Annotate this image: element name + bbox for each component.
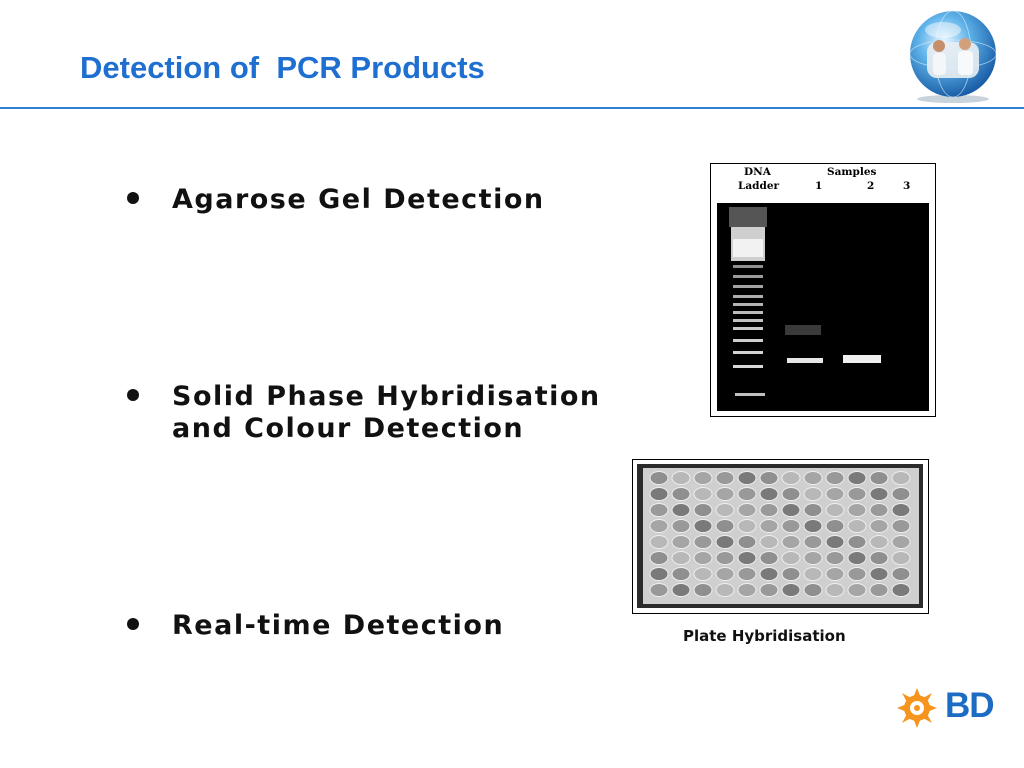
plate-well — [760, 504, 778, 517]
plate-well — [782, 520, 800, 533]
plate-well — [826, 472, 844, 485]
plate-well — [870, 584, 888, 597]
plate-well — [650, 472, 668, 485]
plate-well — [672, 536, 690, 549]
plate-well — [826, 504, 844, 517]
plate-well — [738, 520, 756, 533]
plate-well — [650, 584, 668, 597]
plate-well — [738, 568, 756, 581]
bullet-text-line1: Solid Phase Hybridisation — [172, 381, 601, 412]
globe-photo-icon — [905, 8, 1001, 104]
plate-well — [848, 584, 866, 597]
plate-well — [650, 536, 668, 549]
plate-well — [716, 504, 734, 517]
plate-well — [804, 472, 822, 485]
plate-well — [782, 584, 800, 597]
plate-well — [826, 568, 844, 581]
plate-well — [804, 504, 822, 517]
plate-well — [760, 488, 778, 501]
plate-well — [694, 552, 712, 565]
plate-well — [694, 520, 712, 533]
plate-well — [650, 552, 668, 565]
plate-well — [782, 488, 800, 501]
bd-logo-text: BD — [945, 686, 994, 725]
plate-well — [760, 552, 778, 565]
bullet-text: Agarose Gel Detection — [172, 184, 545, 215]
plate-caption: Plate Hybridisation — [683, 627, 846, 645]
plate-well — [870, 552, 888, 565]
plate-well — [870, 520, 888, 533]
lane-label-3: 3 — [903, 180, 911, 192]
plate-well — [694, 568, 712, 581]
plate-well — [672, 568, 690, 581]
plate-well — [870, 488, 888, 501]
plate-well — [848, 504, 866, 517]
plate-well — [804, 520, 822, 533]
plate-well — [782, 536, 800, 549]
plate-well — [738, 536, 756, 549]
plate-well — [848, 536, 866, 549]
plate-well — [870, 568, 888, 581]
samples-label: Samples — [827, 166, 877, 178]
plate-well — [716, 472, 734, 485]
plate-well — [760, 568, 778, 581]
plate-well — [672, 488, 690, 501]
plate-well — [870, 536, 888, 549]
plate-well — [694, 472, 712, 485]
bullet-text: Real-time Detection — [172, 610, 505, 641]
bullet-dot — [127, 618, 139, 630]
plate-well — [694, 504, 712, 517]
plate-well — [892, 568, 910, 581]
plate-well — [782, 568, 800, 581]
title-divider — [0, 107, 1024, 109]
plate-well — [716, 488, 734, 501]
plate-well — [760, 584, 778, 597]
plate-well — [804, 568, 822, 581]
plate-well — [716, 520, 734, 533]
plate-well — [672, 584, 690, 597]
bd-starburst-icon — [897, 688, 937, 728]
plate-well — [804, 584, 822, 597]
plate-well — [826, 520, 844, 533]
plate-well — [782, 472, 800, 485]
gel-header — [711, 164, 935, 200]
plate-well — [892, 536, 910, 549]
ladder-label-line1: DNA — [744, 166, 771, 178]
plate-well — [738, 552, 756, 565]
plate-well — [826, 488, 844, 501]
plate-well — [650, 520, 668, 533]
plate-well — [848, 472, 866, 485]
plate-well — [716, 552, 734, 565]
plate-well — [804, 536, 822, 549]
plate-well — [716, 584, 734, 597]
lane-label-2: 2 — [867, 180, 875, 192]
plate-well — [672, 504, 690, 517]
plate-well — [848, 568, 866, 581]
plate-well — [848, 552, 866, 565]
hybridisation-plate-image — [637, 464, 923, 608]
plate-well — [892, 520, 910, 533]
plate-well — [738, 584, 756, 597]
plate-well — [848, 520, 866, 533]
plate-well — [848, 488, 866, 501]
ladder-label-line2: Ladder — [738, 180, 780, 192]
gel-electrophoresis-image — [717, 203, 929, 411]
plate-well — [826, 584, 844, 597]
bd-logo — [897, 688, 1007, 728]
plate-well — [716, 568, 734, 581]
plate-well — [760, 536, 778, 549]
bullet-text-line2: and Colour Detection — [172, 413, 525, 444]
plate-well — [760, 472, 778, 485]
plate-well — [672, 552, 690, 565]
bullet-dot — [127, 389, 139, 401]
plate-well — [892, 472, 910, 485]
plate-well — [892, 552, 910, 565]
plate-well — [870, 504, 888, 517]
plate-well — [650, 568, 668, 581]
gel-figure — [710, 163, 936, 417]
plate-well — [804, 552, 822, 565]
plate-well — [650, 488, 668, 501]
plate-well — [892, 584, 910, 597]
plate-well — [892, 504, 910, 517]
bullet-dot — [127, 192, 139, 204]
plate-well — [760, 520, 778, 533]
plate-well — [826, 536, 844, 549]
lane-label-1: 1 — [815, 180, 823, 192]
plate-well — [650, 504, 668, 517]
slide-title: Detection of PCR Products — [80, 50, 485, 85]
plate-well — [738, 504, 756, 517]
plate-well — [694, 536, 712, 549]
plate-well — [694, 488, 712, 501]
plate-well — [870, 472, 888, 485]
plate-figure — [632, 459, 929, 614]
plate-well — [782, 552, 800, 565]
plate-well — [782, 504, 800, 517]
plate-well — [716, 536, 734, 549]
plate-well — [738, 488, 756, 501]
plate-well — [804, 488, 822, 501]
plate-well — [892, 488, 910, 501]
plate-well — [672, 472, 690, 485]
plate-well — [738, 472, 756, 485]
plate-well — [672, 520, 690, 533]
plate-well — [694, 584, 712, 597]
plate-well — [826, 552, 844, 565]
